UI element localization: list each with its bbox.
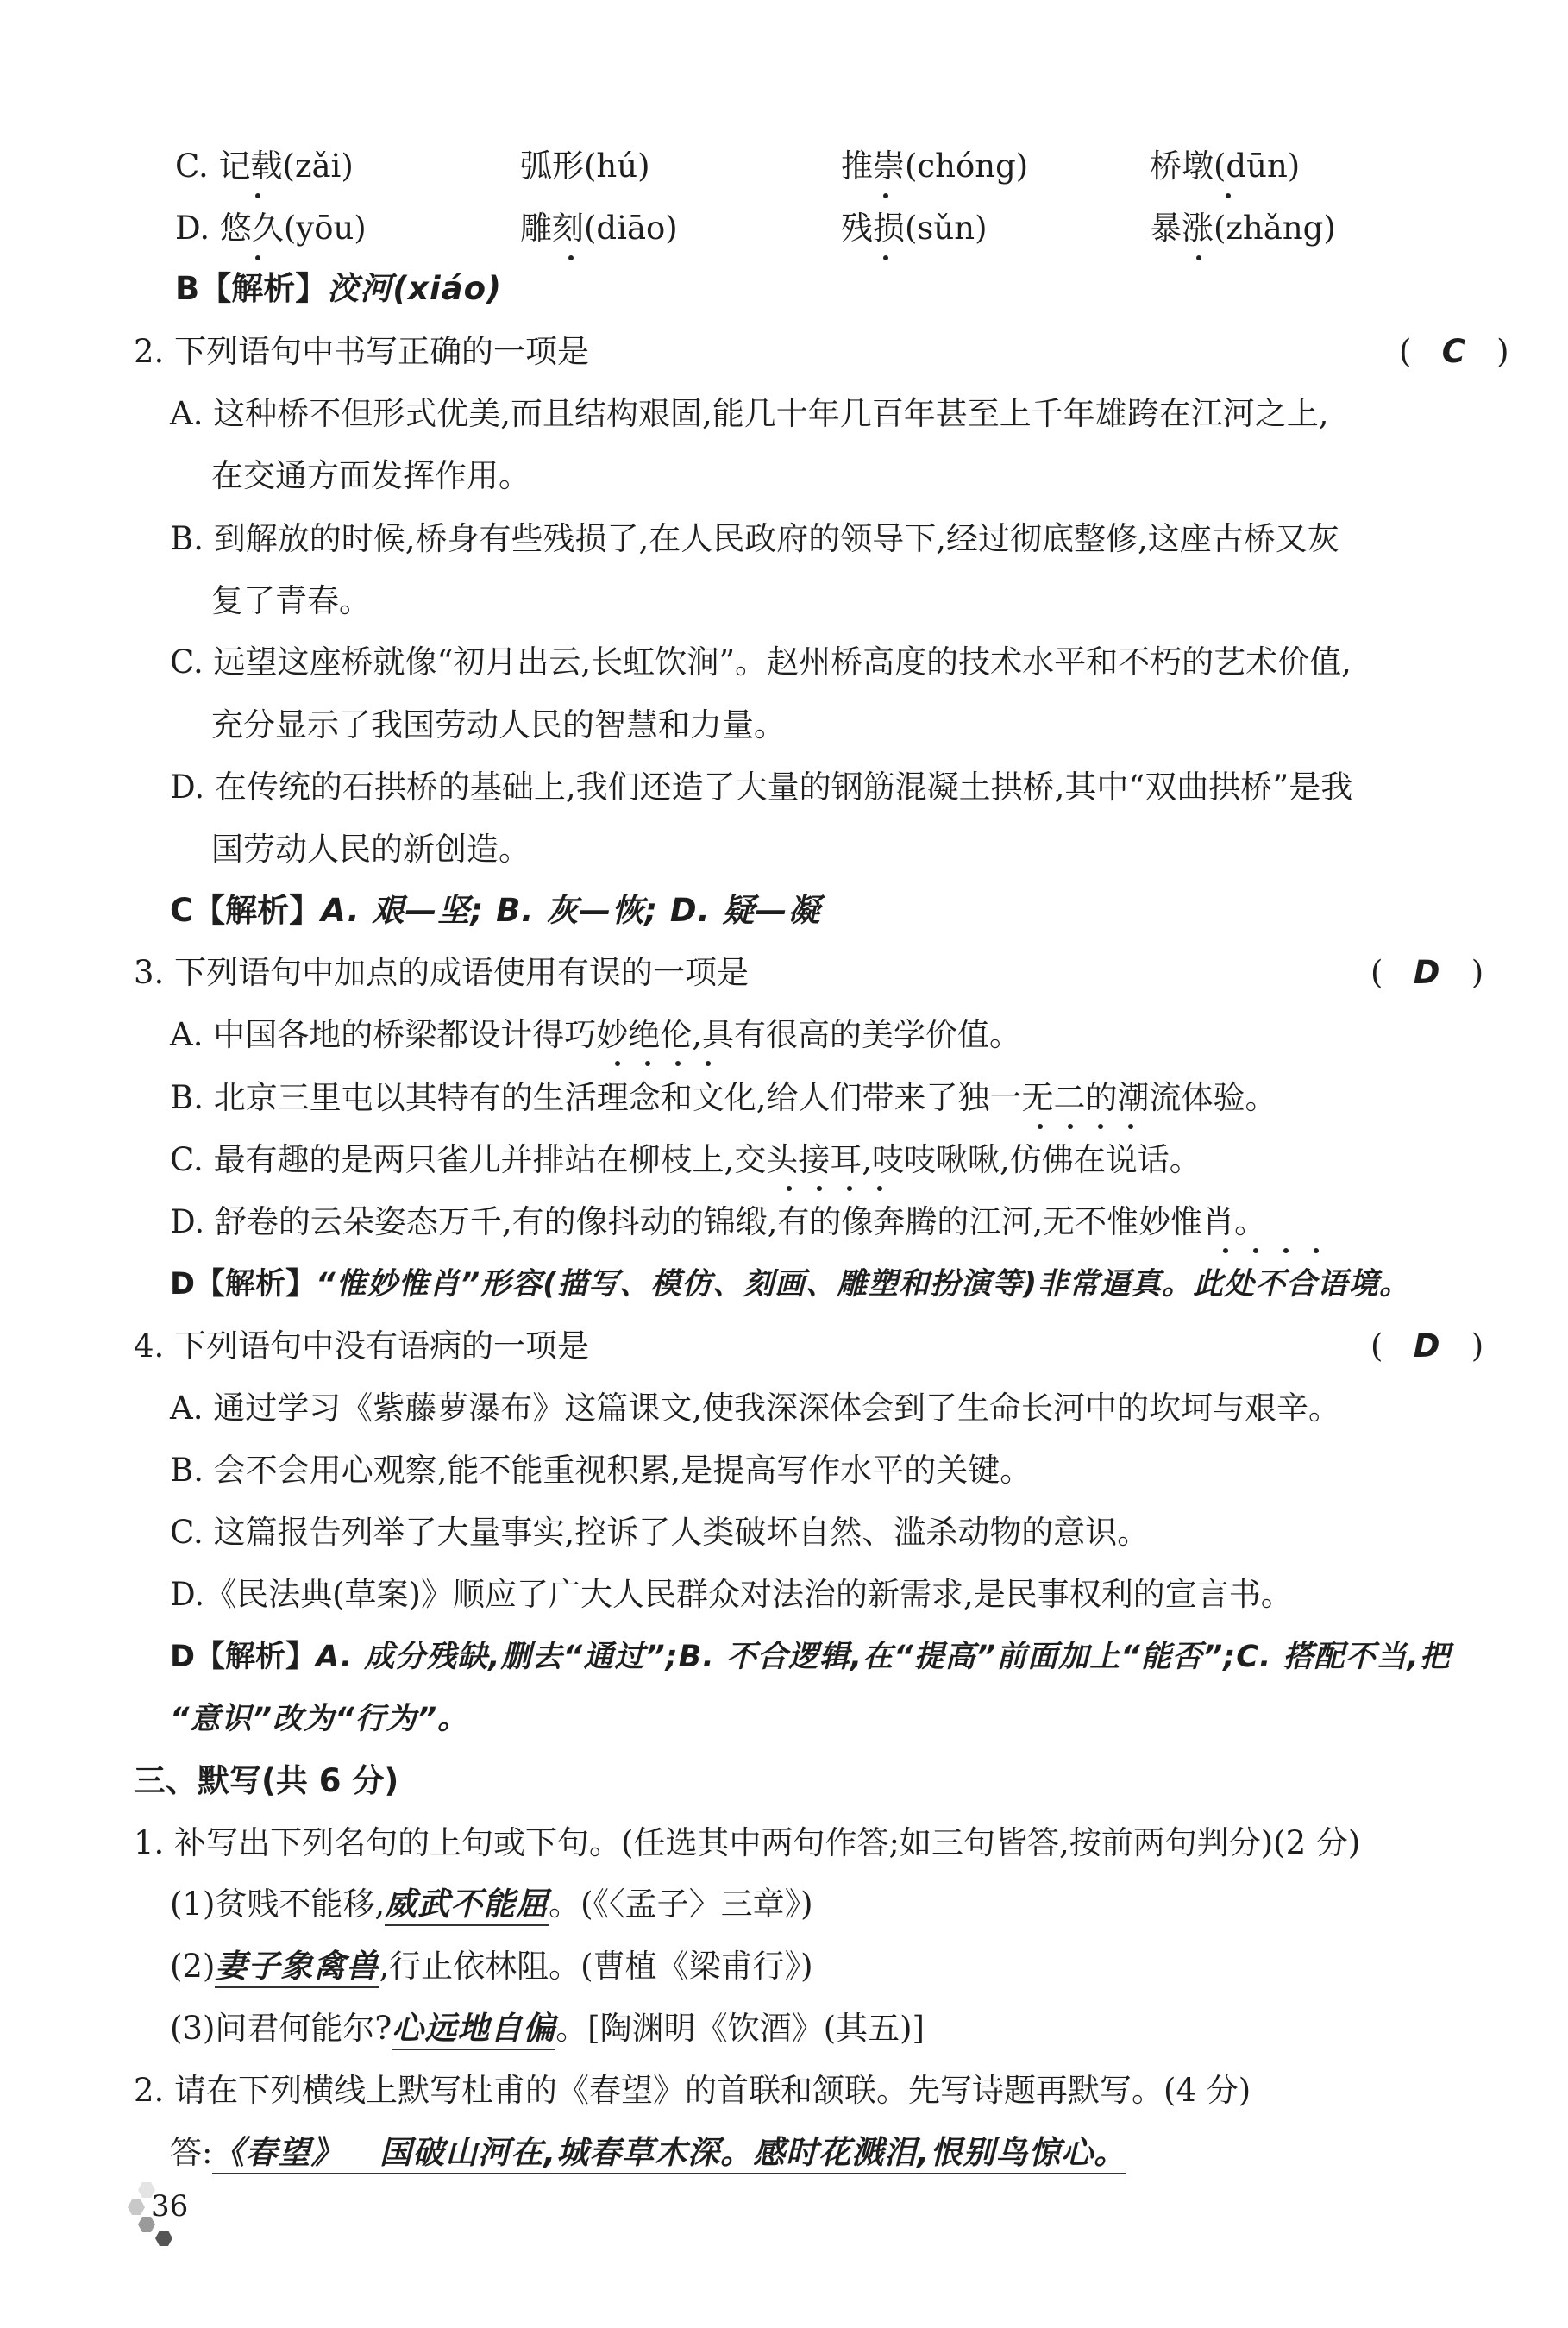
emphasis-dot [883,255,888,260]
emphasis-dot [787,1186,792,1191]
s3-q1-item2 [170,1945,813,1988]
section-title: 三、默写(共 6 分) [134,1762,399,1799]
item-answer: 威武不能屈 [385,1886,549,1926]
page-number: 36 [151,2189,189,2224]
q1-option-d-a: D. 悠久(yōu) [175,210,367,247]
emphasis-dot [645,1061,650,1066]
q1-option-c-d: 桥墩(dūn) [1150,147,1301,185]
q1-option-c-b: 弧形(hú) [520,147,650,185]
q3-stem: 3. 下列语句中加点的成语使用有误的一项是 [134,954,750,991]
emphasis-dot [1068,1124,1073,1129]
s3-q2-answer-line [170,2131,1126,2174]
item-text: 。[陶渊明《饮酒》(其五)] [555,2010,925,2047]
hexagon-decoration [128,2199,145,2215]
analysis-text: “惟妙惟肖”形容(描写、模仿、刻画、雕塑和扮演等)非常逼真。此处不合语境。 [316,1267,1411,1302]
analysis-label: B【解析】 [175,270,328,307]
item-answer: 妻子象禽兽 [215,1948,379,1988]
q3-option-d: D. 舒卷的云朵姿态万千,有的像抖动的锦缎,有的像奔腾的江河,无不惟妙惟肖。 [170,1203,1267,1240]
q3-option-c: C. 最有趣的是两只雀儿并排站在柳枝上,交头接耳,吱吱啾啾,仿佛在说话。 [170,1141,1201,1178]
item-text: (3)问君何能尔? [170,2010,392,2047]
item-text: 。(《〈孟子〉三章》) [549,1886,813,1923]
item-text: ,行止依林阻。(曹植《梁甫行》) [379,1948,813,1985]
q3-answer-bracket: ( D ) [1370,954,1484,991]
q4-analysis-line1 [170,1635,1451,1679]
q3-option-a: A. 中国各地的桥梁都设计得巧妙绝伦,具有很高的美学价值。 [170,1016,1022,1053]
q2-answer-bracket: ( C ) [1399,333,1509,370]
emphasis-dot [1128,1124,1133,1129]
q1-option-c-a: C. 记载(zǎi) [175,147,354,185]
emphasis-dot [1253,1248,1258,1253]
emphasis-dot [883,193,888,198]
emphasis-dot [847,1186,852,1191]
analysis-text: 洨河(xiáo) [327,270,502,307]
q3-answer: D [1413,954,1441,991]
q2-option-d-line1: D. 在传统的石拱桥的基础上,我们还造了大量的钢筋混凝土拱桥,其中“双曲拱桥”是我 [170,769,1353,806]
s3-q1-item3 [170,2007,925,2050]
emphasis-dot [1226,193,1231,198]
emphasis-dot [1314,1248,1319,1253]
emphasis-dot [1038,1124,1043,1129]
emphasis-dot [615,1061,620,1066]
emphasis-dot [1283,1248,1289,1253]
s3-q2-stem: 2. 请在下列横线上默写杜甫的《春望》的首联和颔联。先写诗题再默写。(4 分) [134,2072,1251,2109]
item-answer: 心远地自偏 [392,2010,555,2050]
answer-prefix: 答: [170,2134,213,2171]
analysis-label: D【解析】 [170,1640,317,1674]
q4-option-d: D.《民法典(草案)》顺应了广大人民群众对法治的新需求,是民事权利的宣言书。 [170,1576,1293,1613]
q2-answer: C [1441,333,1466,370]
q2-stem: 2. 下列语句中书写正确的一项是 [134,333,590,370]
emphasis-dot [706,1061,711,1066]
q2-option-d-line2: 国劳动人民的新创造。 [211,831,530,868]
q4-option-a: A. 通过学习《紫藤萝瀑布》这篇课文,使我深深体会到了生命长河中的坎坷与艰辛。 [170,1390,1341,1427]
item-text: (1)贫贱不能移, [170,1886,386,1923]
q4-answer: D [1413,1327,1441,1365]
q2-option-c-line1: C. 远望这座桥就像“初月出云,长虹饮涧”。赵州桥高度的技术水平和不朽的艺术价值, [170,643,1352,681]
s3-q1-stem: 1. 补写出下列名句的上句或下句。(任选其中两句作答;如三句皆答,按前两句判分)(2 分) [134,1824,1361,1861]
q2-option-a-line2: 在交通方面发挥作用。 [211,457,530,494]
emphasis-dot [1098,1124,1103,1129]
emphasis-dot [817,1186,822,1191]
analysis-label: C【解析】 [170,892,322,929]
q1-analysis [175,267,502,311]
emphasis-dot [1196,255,1201,260]
emphasis-dot [1223,1248,1228,1253]
hexagon-decoration [155,2231,172,2246]
q2-option-b-line2: 复了青春。 [211,582,371,619]
q4-stem: 4. 下列语句中没有语病的一项是 [134,1327,590,1365]
emphasis-dot [877,1186,882,1191]
q4-answer-bracket: ( D ) [1370,1327,1484,1365]
q1-option-d-d: 暴涨(zhǎng) [1150,210,1336,247]
q4-analysis-line2: “意识”改为“行为”。 [170,1702,469,1736]
q3-option-b: B. 北京三里屯以其特有的生活理念和文化,给人们带来了独一无二的潮流体验。 [170,1079,1277,1116]
analysis-text: A. 成分残缺,删去“通过”;B. 不合逻辑,在“提高”前面加上“能否”;C. 搭配不当,把 [316,1640,1451,1674]
q4-option-c: C. 这篇报告列举了大量事实,控诉了人类破坏自然、滥杀动物的意识。 [170,1514,1150,1551]
item-text: (2) [170,1948,216,1985]
emphasis-dot [568,255,574,260]
q2-option-c-line2: 充分显示了我国劳动人民的智慧和力量。 [211,706,786,744]
q1-option-d-c: 残损(sǔn) [841,210,988,247]
poem-answer: 《春望》 国破山河在,城春草木深。感时花溅泪,恨别鸟惊心。 [212,2134,1126,2174]
s3-q1-item1 [170,1883,813,1926]
analysis-text: A. 艰—坚; B. 灰—恢; D. 疑—凝 [321,892,821,929]
analysis-label: D【解析】 [170,1267,317,1302]
q1-option-c-c: 推崇(chóng) [841,147,1029,185]
q2-option-a-line1: A. 这种桥不但形式优美,而且结构艰固,能几十年几百年甚至上千年雄跨在江河之上, [170,395,1329,432]
q2-option-b-line1: B. 到解放的时候,桥身有些残损了,在人民政府的领导下,经过彻底整修,这座古桥又灰 [170,520,1339,557]
emphasis-dot [255,193,260,198]
q3-analysis [170,1263,1410,1306]
q2-analysis [170,889,821,932]
emphasis-dot [255,255,260,260]
q4-option-b: B. 会不会用心观察,能不能重视积累,是提高写作水平的关键。 [170,1452,1032,1489]
q1-option-d-b: 雕刻(diāo) [520,210,678,247]
emphasis-dot [675,1061,681,1066]
